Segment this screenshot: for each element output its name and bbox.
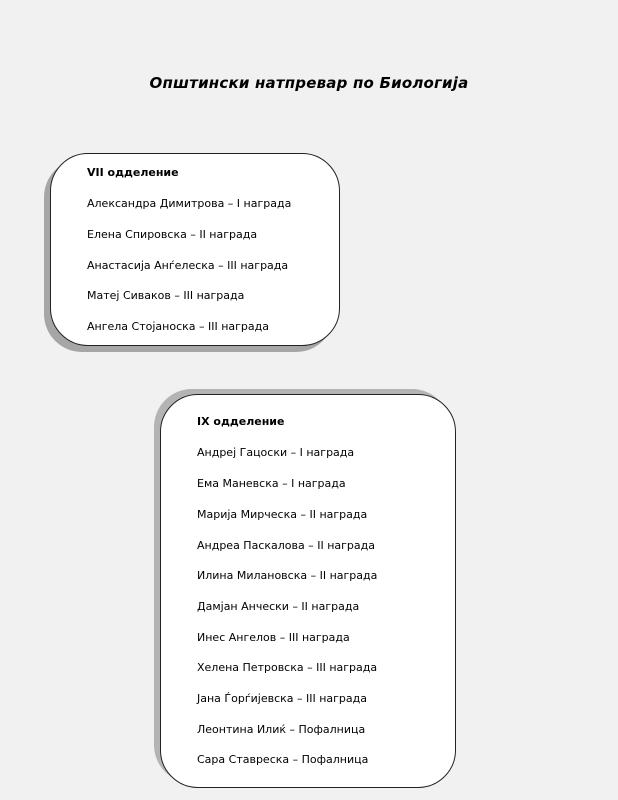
award-entry: Анастасија Анѓелеска – III награда xyxy=(87,259,289,272)
award-entry: Јана Ѓорѓијевска – III награда xyxy=(197,692,368,705)
award-entry: Елена Спировска – II награда xyxy=(87,228,258,241)
grade-7-awards-card xyxy=(50,153,340,346)
grade-9-heading: IX одделение xyxy=(197,415,285,428)
page-title: Општински натпревар по Биологија xyxy=(149,74,469,92)
award-entry: Ангела Стојаноска – III награда xyxy=(87,320,270,333)
award-entry: Александра Димитрова – I награда xyxy=(87,197,292,210)
award-entry: Сара Ставреска – Пофалница xyxy=(197,753,369,766)
award-entry: Дамјан Анчески – II награда xyxy=(197,600,360,613)
award-entry: Леонтина Илиќ – Пофалница xyxy=(197,723,366,736)
award-entry: Матеј Сиваков – III награда xyxy=(87,289,245,302)
award-entry: Илина Милановска – II награда xyxy=(197,569,378,582)
award-entry: Хелена Петровска – III награда xyxy=(197,661,378,674)
grade-7-heading: VII одделение xyxy=(87,166,179,179)
award-entry: Андреј Гацоски – I награда xyxy=(197,446,355,459)
award-entry: Ема Маневска – I награда xyxy=(197,477,346,490)
award-entry: Андреа Паскалова – II награда xyxy=(197,539,375,552)
award-entry: Инес Ангелов – III награда xyxy=(197,631,350,644)
award-entry: Марија Мирческа – II награда xyxy=(197,508,368,521)
grade-9-awards-card xyxy=(160,394,456,788)
